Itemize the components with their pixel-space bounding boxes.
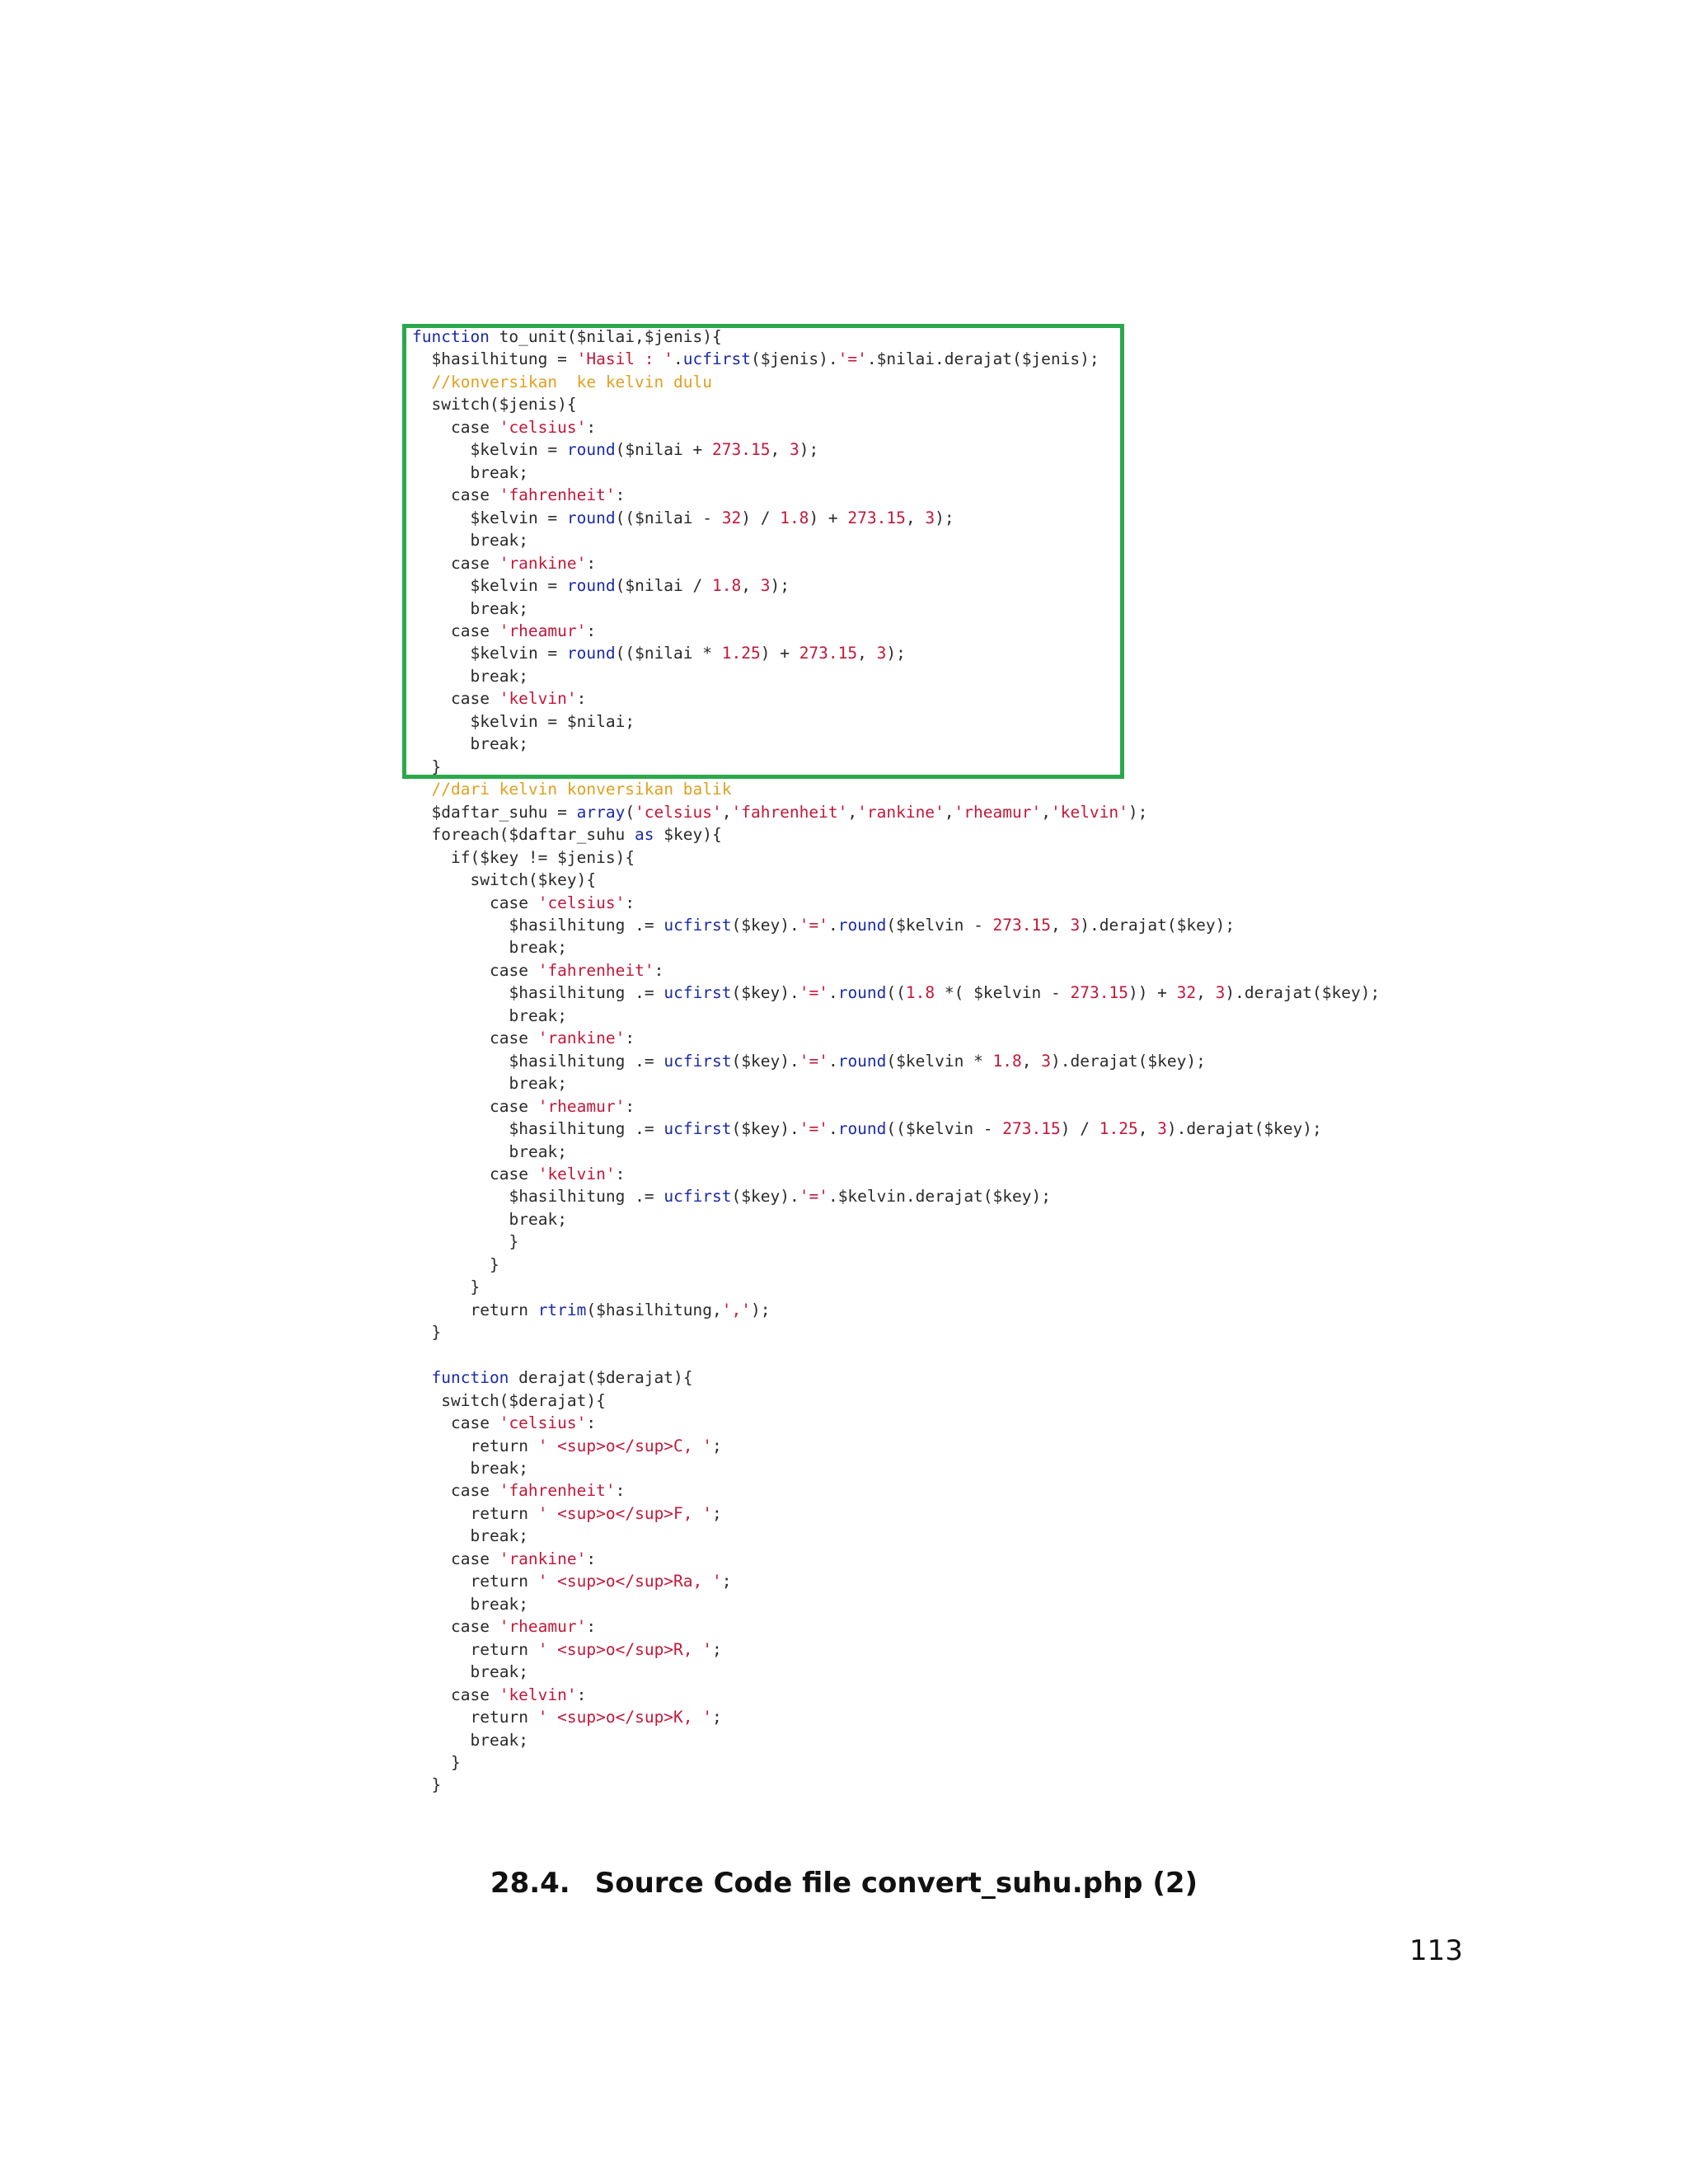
code-token: . <box>828 1119 838 1139</box>
code-token: ' <sup>o</sup>R, ' <box>537 1639 713 1659</box>
code-token: derajat($derajat){ <box>509 1368 693 1388</box>
code-line <box>509 1233 519 1253</box>
code-token: ucfirst <box>663 915 732 935</box>
code-token: break; <box>509 1074 567 1094</box>
code-token: return <box>470 1572 538 1591</box>
code-line <box>509 1007 567 1027</box>
code-token: , <box>1051 915 1071 935</box>
code-token: case <box>490 1165 538 1184</box>
code-token: return <box>470 1708 538 1727</box>
code-token: ); <box>935 508 954 527</box>
code-token: . <box>828 983 838 1003</box>
code-token: as <box>635 825 654 845</box>
code-token: ($key). <box>731 983 799 1003</box>
code-token: 3 <box>925 508 935 527</box>
code-token: 'rankine' <box>857 802 945 822</box>
code-line <box>509 939 567 958</box>
code-token: ) + <box>760 644 799 663</box>
code-token: , <box>1021 1051 1042 1071</box>
code-token: 'celsius' <box>499 1413 587 1433</box>
code-token: ($hasilhitung, <box>586 1300 722 1319</box>
code-token: ); <box>1128 802 1148 822</box>
code-token: case <box>490 960 538 980</box>
code-token: ) / <box>741 508 781 527</box>
code-line <box>509 916 1236 936</box>
code-token: 1.25 <box>1099 1119 1138 1139</box>
code-token: 273.15 <box>712 440 771 460</box>
code-token: ); <box>886 644 906 663</box>
code-line <box>432 804 1148 823</box>
code-token: foreach($daftar_suhu <box>431 825 635 845</box>
code-token: .$nilai.derajat($jenis); <box>866 349 1100 369</box>
code-line <box>432 780 732 800</box>
code-token: $daftar_suhu = <box>431 802 577 822</box>
code-token: 3 <box>1070 915 1081 935</box>
code-token: : <box>576 1685 587 1704</box>
code-token: ($kelvin - <box>886 915 993 935</box>
code-token: case <box>451 1617 499 1637</box>
code-token: , <box>905 508 926 527</box>
code-token: 1.8 <box>992 1051 1022 1071</box>
code-line <box>509 1211 567 1230</box>
code-line <box>471 1732 528 1751</box>
code-token: 'kelvin' <box>537 1165 616 1184</box>
code-token: ($jenis). <box>750 349 838 369</box>
code-line <box>471 1596 528 1615</box>
code-token: : <box>586 1617 597 1637</box>
code-line <box>490 1165 625 1185</box>
code-token: '=' <box>799 915 828 935</box>
code-token: 273.15 <box>847 508 906 527</box>
code-token: ucfirst <box>663 1187 732 1207</box>
code-token: ($key). <box>731 1119 799 1139</box>
code-line <box>451 849 635 869</box>
code-token: round <box>566 440 616 460</box>
code-token: 'rheamur' <box>499 1617 587 1637</box>
code-token: (( <box>886 983 906 1003</box>
code-token: } <box>470 1277 481 1297</box>
code-token: ($key). <box>731 915 799 935</box>
code-token: case <box>490 893 538 912</box>
code-token: : <box>615 1481 626 1501</box>
code-token: $hasilhitung .= <box>509 1187 664 1207</box>
code-token: 3 <box>789 440 799 460</box>
code-line <box>490 894 635 914</box>
code-token: , <box>1196 983 1216 1003</box>
code-token: : <box>586 1549 597 1568</box>
code-token: 'fahrenheit' <box>499 485 616 505</box>
code-token: 'kelvin' <box>499 689 577 709</box>
code-line <box>471 1437 722 1457</box>
code-token: return <box>470 1503 538 1523</box>
code-line <box>471 1663 528 1683</box>
code-token: : <box>615 485 626 505</box>
code-token: : <box>586 1413 597 1433</box>
code-token: case <box>451 689 499 709</box>
code-token: '=' <box>799 1187 828 1207</box>
code-token: ($key). <box>731 1187 799 1207</box>
code-token: ; <box>712 1708 722 1727</box>
code-token: ' <sup>o</sup>C, ' <box>537 1436 713 1455</box>
code-token: round <box>566 508 616 527</box>
code-line <box>451 1550 596 1570</box>
code-token: //dari kelvin konversikan balik <box>431 780 732 799</box>
code-line <box>471 1527 528 1547</box>
code-token: round <box>837 915 887 935</box>
code-token: $kelvin = <box>470 644 567 663</box>
caption-number: 28.4. <box>490 1867 570 1900</box>
code-token: ).derajat($key); <box>1225 983 1381 1003</box>
code-token: $kelvin = <box>470 576 567 596</box>
code-token: } <box>431 1775 442 1795</box>
code-token: .$kelvin.derajat($key); <box>828 1187 1051 1207</box>
code-token: 'rankine' <box>499 1549 587 1568</box>
code-token: 3 <box>1215 983 1226 1003</box>
code-token: : <box>625 1029 635 1048</box>
code-token: 273.15 <box>1002 1119 1061 1139</box>
code-token: 'celsius' <box>635 802 722 822</box>
code-token: 'Hasil : ' <box>576 349 674 369</box>
code-token: 3 <box>1041 1051 1052 1071</box>
code-line <box>509 1188 1051 1207</box>
code-token: break; <box>509 1209 567 1229</box>
code-token: case <box>451 417 499 437</box>
code-token: *( $kelvin - <box>935 983 1071 1003</box>
code-token: $key){ <box>654 825 722 845</box>
code-token: function <box>431 1368 509 1388</box>
code-token: 'celsius' <box>499 417 587 437</box>
code-line <box>432 1324 442 1343</box>
code-token: ' <sup>o</sup>Ra, ' <box>537 1572 722 1591</box>
code-token: break; <box>470 1730 528 1750</box>
code-token: ).derajat($key); <box>1166 1119 1322 1139</box>
code-token: 1.8 <box>780 508 809 527</box>
code-token: } <box>431 757 442 776</box>
code-token: round <box>837 1119 887 1139</box>
code-token: , <box>857 644 877 663</box>
code-token: case <box>451 1413 499 1433</box>
code-token: ($nilai / <box>615 576 713 596</box>
code-token: } <box>451 1752 461 1772</box>
code-token: ucfirst <box>663 1051 732 1071</box>
code-token: , <box>847 802 858 822</box>
code-token: 3 <box>876 644 887 663</box>
code-line <box>471 871 597 891</box>
code-token: (($nilai * <box>615 644 722 663</box>
code-token: 'rheamur' <box>537 1096 626 1116</box>
code-line <box>509 1075 567 1094</box>
code-token: , <box>770 440 790 460</box>
code-token: ',' <box>721 1300 751 1319</box>
code-token: 'rankine' <box>499 553 587 573</box>
code-token: : <box>625 893 635 912</box>
code-token: '=' <box>799 983 828 1003</box>
code-line <box>490 1256 499 1276</box>
code-token: ; <box>712 1436 722 1455</box>
code-token: ; <box>712 1639 722 1659</box>
code-token: } <box>490 1254 499 1274</box>
code-token: array <box>576 802 626 822</box>
code-token: $hasilhitung .= <box>509 1051 664 1071</box>
code-token: 1.8 <box>712 576 742 596</box>
code-token: ($kelvin * <box>886 1051 993 1071</box>
code-token: } <box>431 1323 442 1343</box>
code-token: case <box>451 1481 499 1501</box>
page-number: 113 <box>1409 1934 1463 1967</box>
code-token: 273.15 <box>799 644 858 663</box>
code-token: 1.25 <box>721 644 761 663</box>
code-token: round <box>566 644 616 663</box>
code-token: 'fahrenheit' <box>537 960 654 980</box>
code-token: return <box>470 1639 538 1659</box>
code-token: 32 <box>721 508 742 527</box>
code-token: case <box>451 485 499 505</box>
code-token: . <box>673 349 683 369</box>
code-token: round <box>837 1051 887 1071</box>
code-line <box>490 1029 635 1049</box>
code-token: if($key != $jenis){ <box>451 847 635 867</box>
code-token: case <box>490 1096 538 1116</box>
code-line <box>471 1708 722 1728</box>
code-token: break; <box>509 1005 567 1025</box>
code-token: $kelvin = <box>470 508 567 527</box>
code-token: ucfirst <box>682 349 751 369</box>
code-token: : <box>615 1165 626 1184</box>
code-token: , <box>741 576 761 596</box>
code-token: . <box>828 1051 838 1071</box>
code-line <box>471 1641 722 1661</box>
code-line <box>509 1120 1322 1140</box>
code-token: ); <box>751 1300 771 1319</box>
code-token: ' <sup>o</sup>F, ' <box>537 1503 713 1523</box>
code-token: $kelvin = <box>470 440 567 460</box>
code-token: ); <box>770 576 790 596</box>
code-token: $kelvin = $nilai; <box>470 711 635 731</box>
caption-text: Source Code file convert_suhu.php (2) <box>594 1867 1198 1900</box>
code-line <box>509 1052 1206 1072</box>
code-token: ( <box>625 802 635 822</box>
code-line <box>432 826 722 846</box>
code-token: : <box>586 417 597 437</box>
code-token: break; <box>470 734 528 754</box>
code-line <box>451 1618 596 1638</box>
code-token: 273.15 <box>992 915 1051 935</box>
code-token: 32 <box>1176 983 1197 1003</box>
figure-caption <box>0 1867 1688 1900</box>
code-line <box>432 1776 442 1796</box>
code-token: 'celsius' <box>537 893 626 912</box>
code-token: '=' <box>837 349 867 369</box>
code-token: : <box>625 1096 635 1116</box>
code-token: return <box>470 1436 538 1455</box>
code-line <box>451 1686 586 1706</box>
code-token: 'rheamur' <box>499 621 587 640</box>
code-token: break; <box>509 1141 567 1161</box>
code-token: 1.8 <box>905 983 935 1003</box>
code-line <box>451 1754 461 1774</box>
code-token: ($key). <box>731 1051 799 1071</box>
code-token: //konversikan ke kelvin dulu <box>431 372 712 391</box>
code-token: $hasilhitung .= <box>509 915 664 935</box>
code-token: ).derajat($key); <box>1080 915 1236 935</box>
code-token: switch($jenis){ <box>431 395 577 415</box>
code-token: 3 <box>1157 1119 1167 1139</box>
code-token: (($kelvin - <box>886 1119 1003 1139</box>
code-token: case <box>451 621 499 640</box>
code-token: , <box>944 802 954 822</box>
code-token: break; <box>470 1594 528 1614</box>
code-line <box>451 1482 625 1502</box>
code-token: , <box>1137 1119 1158 1139</box>
code-token: case <box>451 553 499 573</box>
code-line <box>451 1414 596 1434</box>
code-token: 'rheamur' <box>954 802 1042 822</box>
code-token: break; <box>470 531 528 551</box>
code-token: ).derajat($key); <box>1051 1051 1206 1071</box>
code-token: : <box>576 689 587 709</box>
code-token: break; <box>470 1526 528 1546</box>
code-token: ) + <box>809 508 848 527</box>
code-token: ; <box>721 1572 732 1591</box>
code-token: break; <box>470 666 528 686</box>
highlight-box <box>402 324 1124 779</box>
code-line <box>432 1369 693 1389</box>
code-token: switch($key){ <box>470 870 597 890</box>
code-token: '=' <box>799 1051 828 1071</box>
code-token: ) / <box>1060 1119 1100 1139</box>
code-token: break; <box>470 1459 528 1478</box>
code-token: 'kelvin' <box>499 1685 577 1704</box>
code-token: ucfirst <box>663 983 732 1003</box>
code-token: $hasilhitung .= <box>509 983 664 1003</box>
code-token: case <box>490 1029 538 1048</box>
code-token: 'fahrenheit' <box>731 802 848 822</box>
code-token: round <box>566 576 616 596</box>
code-token: : <box>586 621 597 640</box>
code-token: } <box>509 1232 519 1252</box>
code-token: , <box>721 802 732 822</box>
code-token: ($nilai + <box>615 440 713 460</box>
code-line <box>509 984 1381 1004</box>
code-token: , <box>1041 802 1051 822</box>
code-token: (($nilai - <box>615 508 722 527</box>
code-token: $hasilhitung .= <box>509 1119 664 1139</box>
code-line <box>432 1392 606 1412</box>
code-token: ); <box>799 440 819 460</box>
code-token: return <box>470 1300 538 1319</box>
code-token: 273.15 <box>1070 983 1128 1003</box>
code-token: 'fahrenheit' <box>499 1481 616 1501</box>
code-token: )) + <box>1128 983 1177 1003</box>
code-token: break; <box>509 938 567 958</box>
code-token: break; <box>470 1662 528 1682</box>
code-token: case <box>451 1549 499 1568</box>
code-line <box>509 1143 567 1163</box>
code-token: ucfirst <box>663 1119 732 1139</box>
code-line <box>471 1301 771 1321</box>
code-token: ' <sup>o</sup>K, ' <box>537 1708 713 1727</box>
code-token: break; <box>470 462 528 482</box>
code-token: : <box>586 553 597 573</box>
code-line <box>471 1505 722 1525</box>
code-token: : <box>654 960 664 980</box>
code-token: 3 <box>760 576 771 596</box>
code-token: to_unit($nilai,$jenis){ <box>489 327 722 346</box>
code-token: function <box>412 327 490 346</box>
code-token: 'rankine' <box>537 1029 626 1048</box>
code-line <box>490 962 663 982</box>
code-line <box>490 1098 635 1118</box>
code-line <box>471 1572 732 1592</box>
code-token: $hasilhitung = <box>431 349 577 369</box>
code-token: round <box>837 983 887 1003</box>
code-token: switch($derajat){ <box>431 1390 606 1410</box>
code-token: rtrim <box>537 1300 587 1319</box>
code-token: ; <box>712 1503 722 1523</box>
code-token: '=' <box>799 1119 828 1139</box>
code-token: 'kelvin' <box>1050 802 1128 822</box>
code-line <box>471 1460 528 1479</box>
code-token: . <box>828 915 838 935</box>
code-line <box>471 1278 481 1298</box>
code-token: case <box>451 1685 499 1704</box>
code-token: break; <box>470 598 528 618</box>
